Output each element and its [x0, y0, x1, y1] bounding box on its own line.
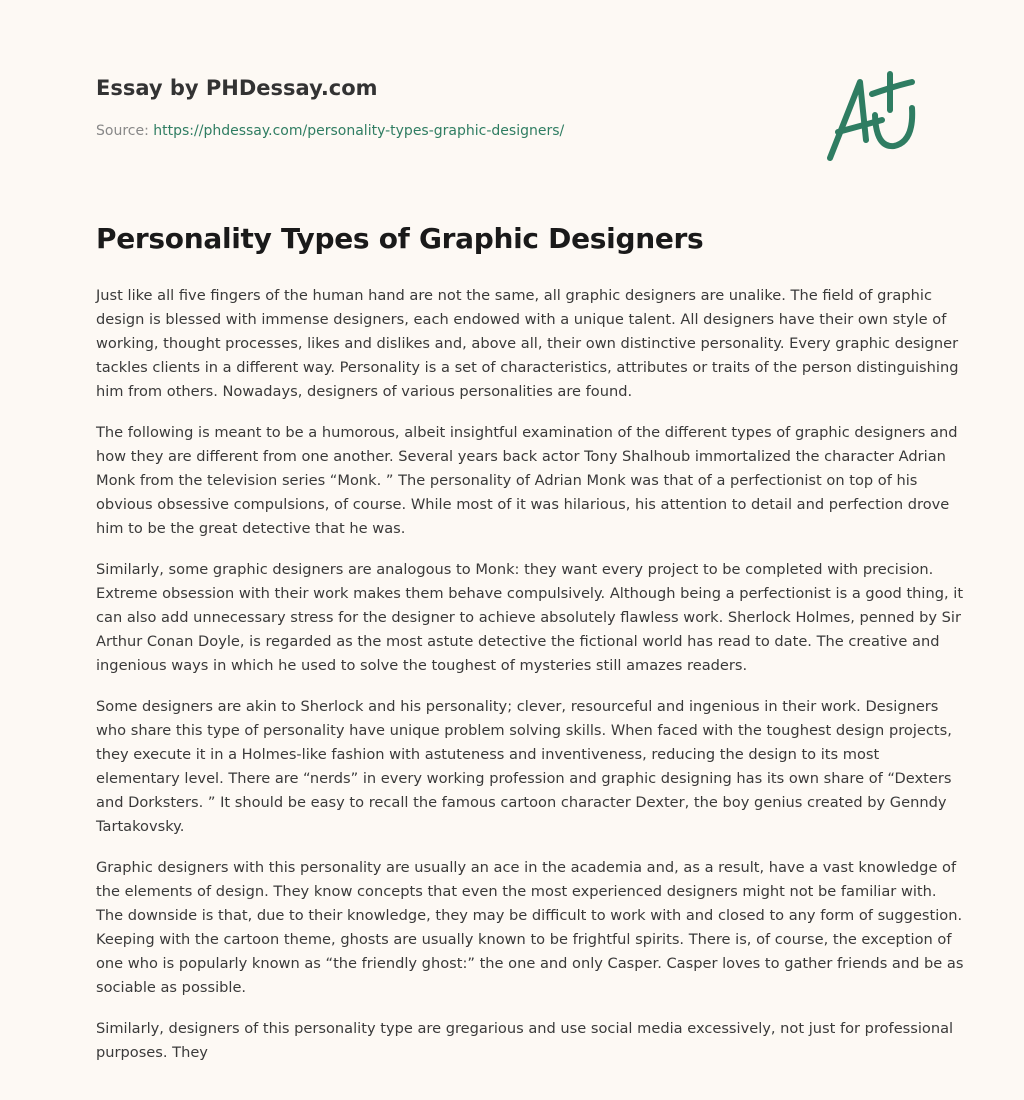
paragraph: Just like all five fingers of the human hand are not the same, all graphic designers are unalike. The field of graphic design is blessed with immense designers, each endowed with a unique talent. All designers have their own style of working, thought processes, likes and dislikes and, above all, their own distinctive personality. Every graphic designer tackles clients in a different way. Personality is a set of characteristics, attributes or traits of the person distinguishing him from others. Nowadays, designers of various personalities are found.: [96, 287, 959, 400]
a-plus-logo-icon: [820, 70, 930, 170]
page-header: [0, 0, 1024, 200]
paragraph: The following is meant to be a humorous, albeit insightful examination of the different types of graphic designers and how they are different from one another. Several years back actor Tony Shalhoub immortalized the character Adrian Monk from the television series “Monk. ” The personality of Adrian Monk was that of a perfectionist on top of his obvious obsessive compulsions, of course. While most of it was hilarious, his attention to detail and perfection drove him to be the great detective that he was.: [96, 424, 958, 537]
paragraph: Similarly, designers of this personality type are gregarious and use social media excessively, not just for professional purposes. They: [96, 1020, 954, 1061]
source-line: [96, 123, 564, 139]
source-link[interactable]: https://phdessay.com/personality-types-graphic-designers/: [153, 123, 565, 139]
article-title: Personality Types of Graphic Designers: [96, 222, 704, 255]
site-title: Essay by PHDessay.com: [96, 76, 378, 100]
source-label: Source:: [96, 123, 149, 139]
paragraph: Some designers are akin to Sherlock and his personality; clever, resourceful and ingenious in their work. Designers who share this type of personality have unique problem solving skills. When faced with the toughest design projects, they execute it in a Holmes-like fashion with astuteness and inventiveness, reducing the design to its most elementary level. There are “nerds” in every working profession and graphic designing has its own share of “Dexters and Dorksters. ” It should be easy to recall the famous cartoon character Dexter, the boy genius created by Genndy Tartakovsky.: [96, 698, 952, 835]
article-body: [96, 284, 964, 1082]
paragraph: Graphic designers with this personality are usually an ace in the academia and, as a result, have a vast knowledge of the elements of design. They know concepts that even the most experienced designers might not be familiar with. The downside is that, due to their knowledge, they may be difficult to work with and closed to any form of suggestion. Keeping with the cartoon theme, ghosts are usually known to be frightful spirits. There is, of course, the exception of one who is popularly known as “the friendly ghost:” the one and only Casper. Casper loves to gather friends and be as sociable as possible.: [96, 859, 964, 996]
paragraph: Similarly, some graphic designers are analogous to Monk: they want every project to be completed with precision. Extreme obsession with their work makes them behave compulsively. Although being a perfectionist is a good thing, it can also add unnecessary stress for the designer to achieve absolutely flawless work. Sherlock Holmes, penned by Sir Arthur Conan Doyle, is regarded as the most astute detective the fictional world has read to date. The creative and ingenious ways in which he used to solve the toughest of mysteries still amazes readers.: [96, 561, 964, 674]
